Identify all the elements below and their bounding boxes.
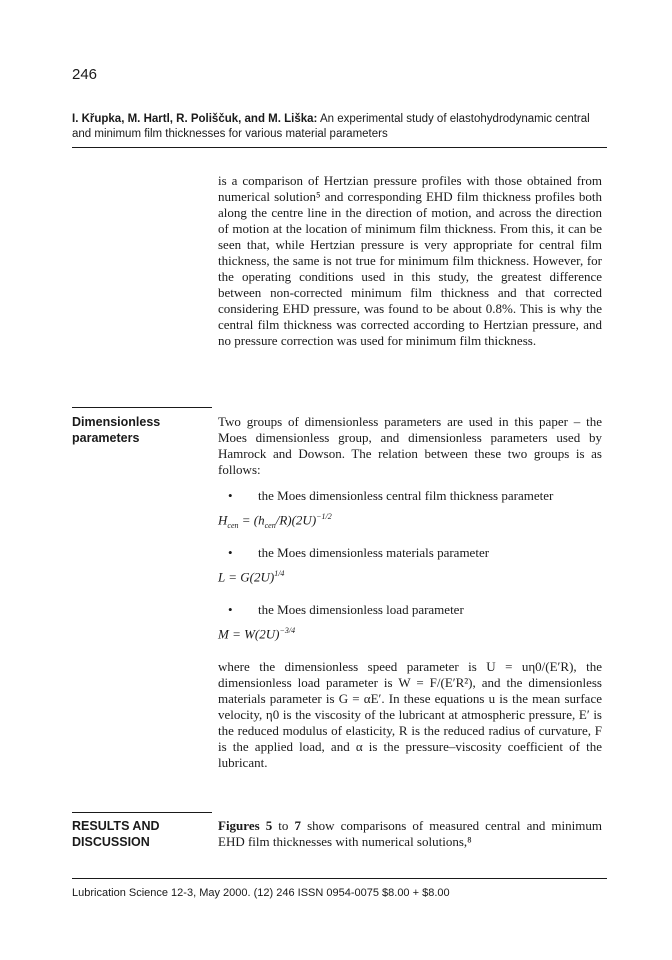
section-heading-results	[72, 818, 160, 850]
bullet-text: the Moes dimensionless materials parameter	[258, 545, 490, 560]
bullet-item	[218, 602, 602, 618]
bullet-text: the Moes dimensionless load parameter	[258, 602, 464, 617]
bullet-icon: •	[228, 545, 233, 560]
header-authors: I. Křupka, M. Hartl, R. Poliščuk, and M. Liška:	[72, 113, 318, 125]
page-number: 246	[72, 66, 98, 83]
intro-paragraph: is a comparison of Hertzian pressure profiles with those obtained from numerical solution⁵ and corresponding EHD film thickness profiles both along the centre line in the direction of motion, and across the direction of motion at the location of minimum film thickness. From this, it can be seen that, while Hertzian pressure is very appropriate for central film thickness, the same is not true for minimum film thickness. However, for the operating conditions used in this study, the greatest difference between non-corrected minimum film thickness and that corrected considering EHD pressure, was found to be about 0.8%. This is why the central film thickness was corrected according to Hertzian pressure, and no pressure correction was used for minimum film thickness.	[218, 173, 602, 348]
dimensionless-paragraph: Two groups of dimensionless parameters are used in this paper – the Moes dimensionless group, and dimensionless parameters used by Hamrock and Dowson. The relation between these two groups is as follows:	[218, 414, 602, 477]
footer-citation: Lubrication Science 12-3, May 2000. (12) 246 ISSN 0954-0075 $8.00 + $8.00	[72, 887, 450, 899]
heading-line: RESULTS AND	[72, 819, 160, 833]
formula-hcen: $H_{cen} = (h_{cen}/R)(2U)^{-1/2}$	[218, 512, 332, 530]
bullet-icon: •	[228, 488, 233, 503]
bullet-item	[218, 545, 602, 561]
figure-ref: 7	[294, 818, 301, 833]
heading-line: parameters	[72, 431, 140, 445]
heading-line: Dimensionless	[72, 415, 161, 429]
footer-rule	[72, 878, 607, 879]
bullet-item	[218, 488, 602, 504]
bullet-icon: •	[228, 602, 233, 617]
heading-line: DISCUSSION	[72, 835, 150, 849]
header-title: An experimental study of elastohydrodynamic central and minimum film thicknesses for various material parameters	[72, 113, 590, 140]
header-rule	[72, 147, 607, 148]
figure-ref: Figures 5	[218, 818, 273, 833]
section-heading-dimensionless	[72, 414, 160, 446]
text-span: show comparisons of measured central and minimum EHD film thicknesses with numerical solutions,⁸	[218, 818, 602, 849]
running-header	[72, 112, 607, 141]
results-paragraph	[218, 818, 602, 850]
where-paragraph: where the dimensionless speed parameter is U = uη0/(E′R), the dimensionless load parameter is W = F/(E′R²), and the dimensionless materials parameter is G = αE′. In these equations u is the mean surface velocity, η0 is the viscosity of the lubricant at atmospheric pressure, E′ is the reduced modulus of elasticity, R is the reduced radius of curvature, F is the applied load, and α is the pressure–viscosity coefficient of the lubricant.	[218, 659, 602, 770]
section-rule-results	[72, 812, 212, 813]
formula-m: $M = W(2U)^{-3/4}$	[218, 626, 296, 642]
section-rule-dimensionless	[72, 407, 212, 408]
text-span: to	[272, 818, 295, 833]
bullet-text: the Moes dimensionless central film thickness parameter	[258, 488, 554, 503]
formula-l: $L = G(2U)^{1/4}$	[218, 569, 285, 585]
